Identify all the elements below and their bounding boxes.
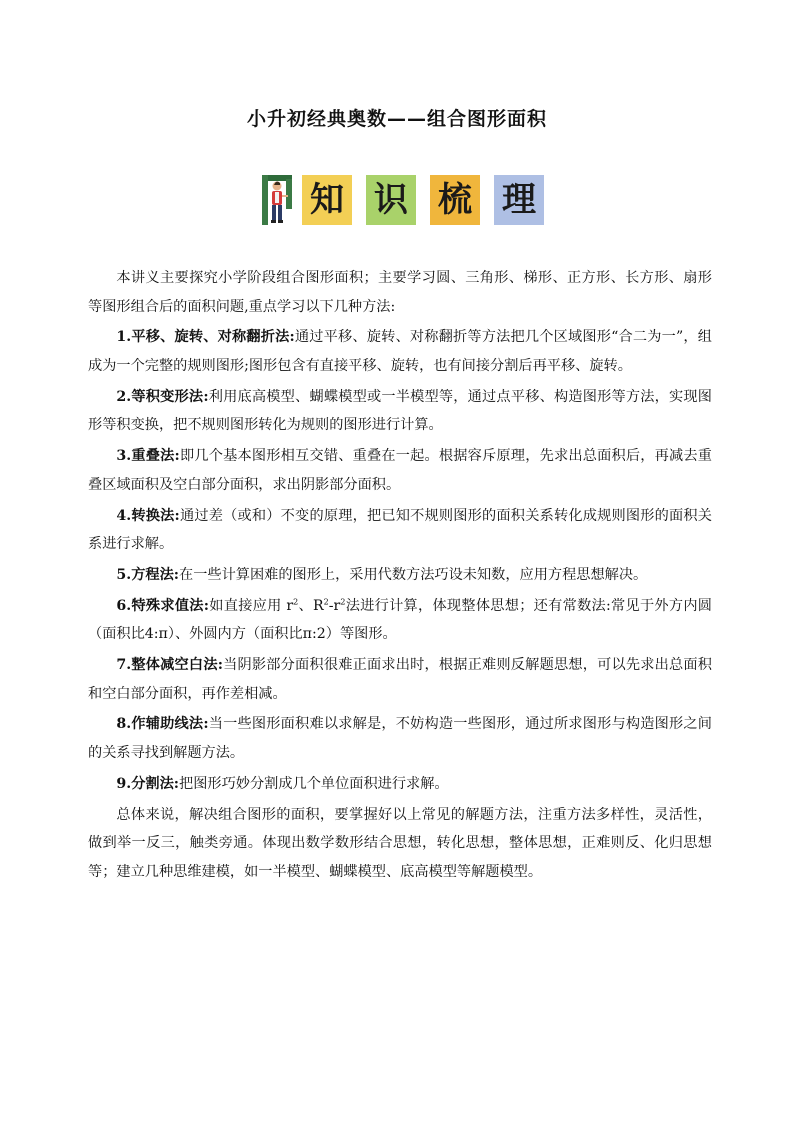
method-2 [88, 383, 712, 440]
page-title: 小升初经典奥数——组合图形面积 [246, 108, 547, 130]
method-body: 当一些图形面积难以求解是，不妨构造一些图形，通过所求图形与构造图形之间的关系寻找到解题方法。 [88, 716, 712, 761]
method-5 [88, 561, 712, 590]
summary-paragraph: 总体来说，解决组合图形的面积，要掌握好以上常见的解题方法，注重方法多样性，灵活性，做到举一反三，触类旁通。体现出数学数形结合思想，转化思想，整体思想，正难则反、化归思想等；建立几种思维建模，如一半模型、蝴蝶模型、底高模型等解题模型。 [88, 806, 712, 880]
method-body: 在一些计算困难的图形上，采用代数方法巧设未知数，应用方程思想解决。 [179, 566, 648, 583]
method-head: 5.方程法: [116, 566, 180, 583]
method-1 [88, 323, 712, 380]
superscript: 2 [293, 596, 299, 606]
method-body: 即几个基本图形相互交错、重叠在一起。根据容斥原理，先求出总面积后，再减去重叠区域面积及空白部分面积，求出阴影部分面积。 [88, 448, 712, 493]
method-body: 利用底高模型、蝴蝶模型或一半模型等，通过点平移、构造图形等方法，实现图形等积变换，把不规则图形转化为规则的图形进行计算。 [88, 388, 712, 434]
method-body: 通过差（或和）不变的原理，把已知不规则图形的面积关系转化成规则图形的面积关系进行求解。 [88, 507, 712, 553]
banner-tile-1: 知 [302, 175, 352, 225]
method-head: 6.特殊求值法: [116, 597, 210, 614]
body-text [88, 264, 712, 889]
method-head: 2.等积变形法: [116, 388, 209, 405]
superscript: 2 [323, 596, 329, 606]
method-head: 7.整体减空白法: [116, 657, 223, 674]
method-body-a: 如直接应用 r [209, 597, 294, 614]
method-head: 4.转换法: [116, 507, 180, 524]
method-head: 8.作辅助线法: [116, 716, 209, 733]
method-9 [88, 770, 712, 799]
banner-tile-2: 识 [366, 175, 416, 225]
method-body: 把图形巧妙分割成几个单位面积进行求解。 [179, 775, 449, 792]
method-head: 1.平移、旋转、对称翻折法: [116, 329, 295, 346]
method-body-c: -r [328, 597, 341, 614]
method-body: 当阴影部分面积很难正面求出时，根据正难则反解题思想，可以先求出总面积和空白部分面积，再作差相减。 [88, 657, 712, 702]
banner-tile-3: 梳 [430, 175, 480, 225]
intro-paragraph: 本讲义主要探究小学阶段组合图形面积；主要学习圆、三角形、梯形、正方形、长方形、扇形等图形组合后的面积问题,重点学习以下几种方法: [88, 270, 712, 315]
method-head: 9.分割法: [116, 775, 180, 792]
banner-tile-4: 理 [494, 175, 544, 225]
method-6 [88, 592, 712, 649]
method-body-d: 法进行计算，体现整体思想；还有常数法:常见于外方内圆（面积比4:π）、外圆内方（面积比π:2）等图形。 [88, 597, 712, 643]
method-head: 3.重叠法: [116, 448, 180, 465]
teacher-figure-icon [262, 175, 292, 225]
method-3 [88, 442, 712, 499]
method-7 [88, 651, 712, 708]
method-body: 通过平移、旋转、对称翻折等方法把几个区域图形“合二为一”，组成为一个完整的规则图形;图形包含有直接平移、旋转，也有间接分割后再平移、旋转。 [88, 329, 712, 374]
knowledge-banner [262, 174, 544, 226]
method-8 [88, 710, 712, 767]
method-body-b: 、R [298, 597, 324, 614]
method-4 [88, 502, 712, 559]
superscript: 2 [340, 596, 346, 606]
